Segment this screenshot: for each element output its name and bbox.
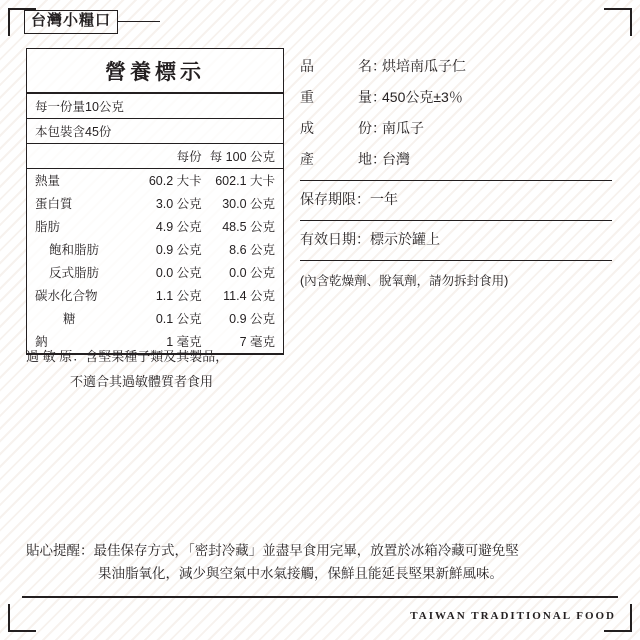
nutrient-name: 鈉 (27, 330, 132, 354)
info-separator: ： (372, 89, 386, 105)
info-value-ingredients: 南瓜子 (382, 120, 424, 136)
table-row (27, 215, 283, 238)
nutrition-facts-panel (26, 48, 284, 355)
nutrient-per-100g: 0.9 公克 (229, 312, 275, 326)
nutrient-per-serving: 0.0 公克 (155, 266, 202, 280)
info-value-expiry: 標示於罐上 (370, 231, 440, 247)
nutrient-per-serving: 3.0 公克 (155, 197, 202, 211)
info-value-weight: 450公克±3％ (382, 89, 463, 105)
info-row-expiry (300, 229, 612, 260)
info-value-origin: 台灣 (382, 151, 410, 167)
info-row-weight (300, 87, 612, 118)
info-separator: ： (372, 151, 386, 167)
storage-tip-line-1: 貼心提醒：最佳保存方式，「密封冷藏」並盡早食用完畢，放置於冰箱冷藏可避免堅 (26, 542, 519, 558)
nutrition-title: 營養標示 (105, 60, 205, 84)
brand-logo (24, 10, 160, 34)
info-key-origin (300, 149, 372, 169)
storage-tip (26, 539, 614, 586)
info-key-ingredients (300, 118, 372, 138)
info-key-char-2: 地 (358, 151, 372, 167)
nutrient-name: 脂肪 (35, 220, 61, 234)
table-row (27, 284, 283, 307)
info-key-shelf-life: 保存期限： (300, 191, 370, 207)
column-header-per-100g: 每 100 公克 (209, 149, 275, 164)
nutrient-name: 蛋白質 (35, 197, 73, 211)
nutrition-table (27, 144, 283, 354)
nutrient-name: 飽和脂肪 (49, 243, 100, 257)
nutrient-per-100g: 11.4 公克 (223, 289, 275, 303)
nutrient-per-100g: 7 毫克 (206, 330, 283, 354)
column-header-per-serving: 每份 (176, 149, 202, 164)
nutrient-per-serving: 1.1 公克 (155, 289, 202, 303)
nutrient-per-100g: 48.5 公克 (222, 220, 275, 234)
info-row-origin (300, 149, 612, 180)
info-key-char-2: 份 (358, 120, 372, 136)
info-key-char-1: 品 (300, 58, 314, 74)
corner-mark-bottom-left (8, 604, 36, 632)
info-key-char-1: 成 (300, 120, 314, 136)
column-header-blank (27, 144, 132, 168)
info-row-product-name (300, 56, 612, 87)
nutrient-name: 熱量 (27, 168, 132, 192)
info-value-shelf-life: 一年 (370, 191, 398, 207)
table-row (27, 192, 283, 215)
brand-rule (118, 21, 160, 22)
storage-tip-line-2: 果油脂氧化，減少與空氣中水氣接觸，保鮮且能延長堅果新鮮風味。 (98, 566, 503, 582)
info-key-char-1: 產 (300, 151, 314, 167)
table-row (27, 168, 283, 192)
info-key-weight (300, 87, 372, 107)
table-row (27, 261, 283, 284)
serving-size: 每一份量10公克 (35, 100, 124, 114)
info-divider-3 (300, 260, 612, 261)
nutrient-name: 碳水化合物 (35, 289, 98, 303)
info-separator: ： (372, 58, 386, 74)
info-key-expiry: 有效日期： (300, 231, 370, 247)
corner-mark-top-right (604, 8, 632, 36)
nutrient-per-100g: 602.1 大卡 (206, 168, 283, 192)
table-row (27, 307, 283, 330)
info-divider-1 (300, 180, 612, 181)
nutrient-per-100g: 0.0 公克 (229, 266, 275, 280)
nutrition-table-header (27, 144, 283, 168)
nutrient-name: 反式脂肪 (49, 266, 100, 280)
brand-name: 台灣小糧口 (24, 10, 118, 34)
info-key-char-2: 名 (358, 58, 372, 74)
allergy-notice (26, 345, 296, 394)
nutrient-per-serving: 0.9 公克 (155, 243, 202, 257)
nutrient-per-serving: 0.1 公克 (155, 312, 202, 326)
footer-tagline: TAIWAN TRADITIONAL FOOD (410, 610, 616, 622)
info-row-shelf-life (300, 189, 612, 220)
nutrient-name: 糖 (63, 312, 76, 326)
product-info (300, 56, 612, 289)
info-key-product-name (300, 56, 372, 76)
servings-per-container: 本包裝含45份 (35, 125, 112, 139)
info-separator: ： (372, 120, 386, 136)
info-divider-2 (300, 220, 612, 221)
info-row-ingredients (300, 118, 612, 149)
nutrient-per-serving: 4.9 公克 (155, 220, 202, 234)
nutrient-per-serving: 1 毫克 (132, 330, 205, 354)
nutrient-per-serving: 60.2 大卡 (132, 168, 205, 192)
table-row (27, 238, 283, 261)
info-key-char-2: 量 (358, 89, 372, 105)
info-key-char-1: 重 (300, 89, 314, 105)
allergy-line-1: 過 敏 原：含堅果種子類及其製品， (26, 349, 229, 364)
footer-divider (22, 596, 618, 598)
info-desiccant-note: (內含乾燥劑、脫氧劑，請勿拆封食用) (300, 274, 509, 288)
nutrient-per-100g: 30.0 公克 (222, 197, 275, 211)
info-value-product-name: 烘培南瓜子仁 (382, 58, 466, 74)
allergy-line-2: 不適合其過敏體質者食用 (70, 373, 214, 389)
nutrient-per-100g: 8.6 公克 (229, 243, 275, 257)
